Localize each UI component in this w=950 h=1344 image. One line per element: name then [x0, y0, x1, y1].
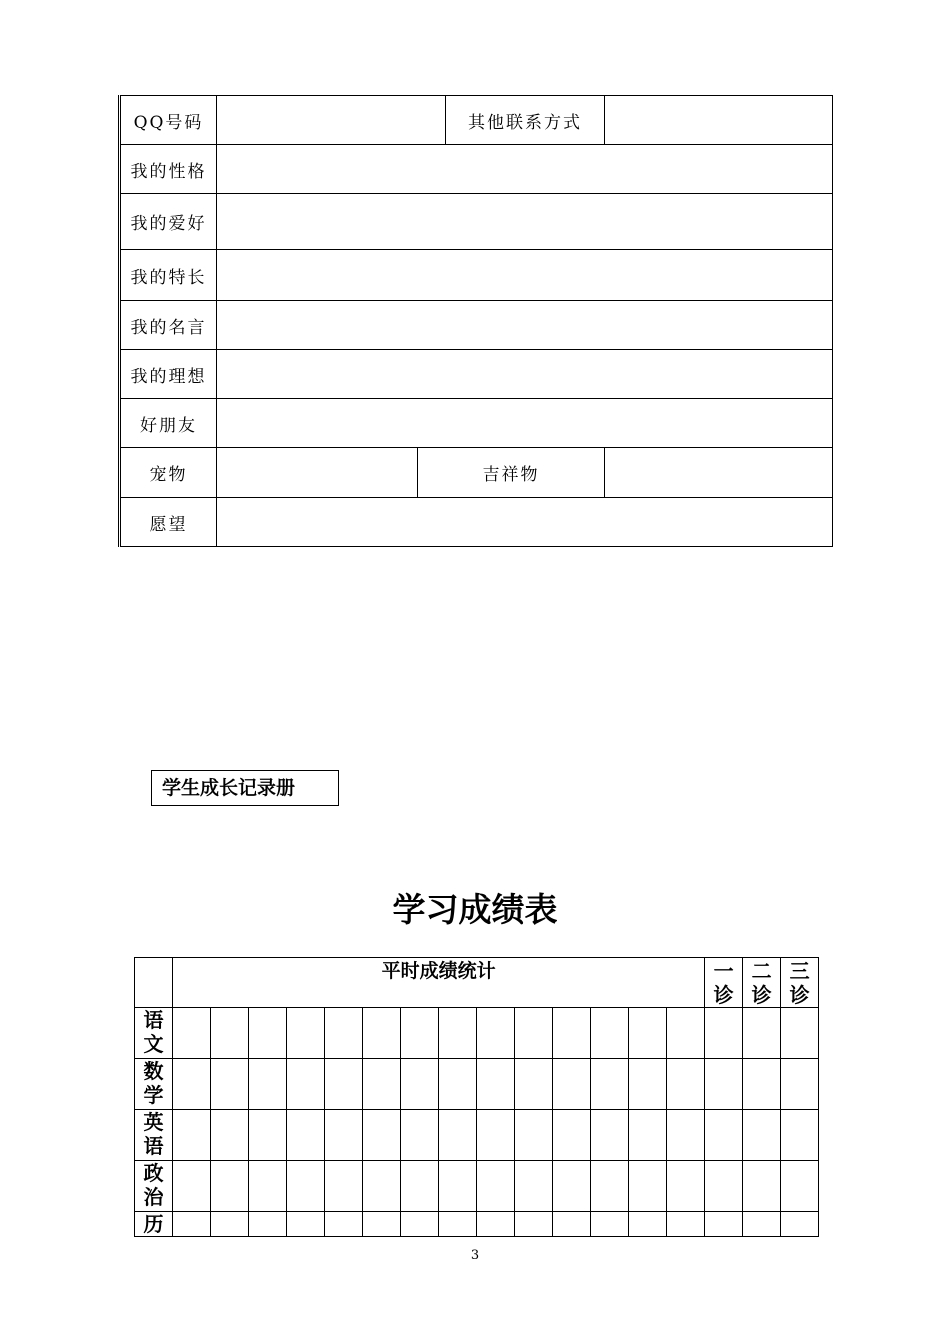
table-row: [135, 1059, 819, 1110]
table-row: [135, 1212, 819, 1237]
grade-cell[interactable]: [477, 1008, 515, 1059]
grade-cell[interactable]: [173, 1059, 211, 1110]
grade-cell[interactable]: [211, 1212, 249, 1237]
corner-cell: [135, 958, 173, 1008]
hobby-label: 我的爱好: [120, 194, 217, 250]
profile-table: [118, 95, 833, 547]
subject-char: 文: [143, 1032, 164, 1056]
grade-cell[interactable]: [629, 1161, 667, 1212]
grade-cell[interactable]: [325, 1110, 363, 1161]
grades-title: 学习成绩表: [392, 890, 558, 929]
grade-cell[interactable]: [287, 1008, 325, 1059]
subject-label: [135, 1008, 173, 1059]
subject-label: [135, 1212, 173, 1237]
grade-cell[interactable]: [705, 1008, 743, 1059]
friend-field[interactable]: [217, 399, 833, 448]
grade-cell[interactable]: [325, 1059, 363, 1110]
grade-cell[interactable]: [325, 1008, 363, 1059]
subject-char: 政: [143, 1161, 164, 1185]
grade-cell[interactable]: [249, 1008, 287, 1059]
grade-cell[interactable]: [363, 1212, 401, 1237]
grade-cell[interactable]: [667, 1161, 705, 1212]
grade-cell[interactable]: [705, 1161, 743, 1212]
grade-cell[interactable]: [477, 1059, 515, 1110]
wish-field[interactable]: [217, 498, 833, 547]
grade-cell[interactable]: [515, 1161, 553, 1212]
grade-cell[interactable]: [249, 1161, 287, 1212]
grade-cell[interactable]: [249, 1110, 287, 1161]
grade-cell[interactable]: [439, 1110, 477, 1161]
grade-cell[interactable]: [553, 1161, 591, 1212]
grade-cell[interactable]: [173, 1161, 211, 1212]
motto-field[interactable]: [217, 301, 833, 350]
grade-cell[interactable]: [173, 1008, 211, 1059]
grade-cell[interactable]: [629, 1212, 667, 1237]
exam-header-char: 一: [713, 959, 734, 983]
grade-cell[interactable]: [287, 1110, 325, 1161]
grade-cell[interactable]: [743, 1110, 781, 1161]
grade-cell[interactable]: [781, 1110, 819, 1161]
subject-label: [135, 1059, 173, 1110]
grade-cell[interactable]: [287, 1059, 325, 1110]
other-contact-label: 其他联系方式: [446, 96, 605, 145]
grade-cell[interactable]: [173, 1110, 211, 1161]
exam-header-1: [705, 958, 743, 1008]
table-row: [135, 1161, 819, 1212]
grade-cell[interactable]: [477, 1212, 515, 1237]
grade-cell[interactable]: [249, 1059, 287, 1110]
section-header: 平时成绩统计: [173, 958, 705, 1008]
grade-cell[interactable]: [439, 1059, 477, 1110]
grade-cell[interactable]: [211, 1008, 249, 1059]
table-row: [135, 1008, 819, 1059]
grade-cell[interactable]: [553, 1110, 591, 1161]
grade-cell[interactable]: [743, 1161, 781, 1212]
subject-char: 数: [143, 1059, 164, 1083]
grade-cell[interactable]: [705, 1110, 743, 1161]
grade-cell[interactable]: [439, 1008, 477, 1059]
grade-cell[interactable]: [515, 1110, 553, 1161]
exam-header-char: 诊: [751, 983, 772, 1007]
grade-cell[interactable]: [363, 1059, 401, 1110]
grade-cell[interactable]: [515, 1212, 553, 1237]
grade-cell[interactable]: [363, 1008, 401, 1059]
grade-cell[interactable]: [591, 1212, 629, 1237]
grade-cell[interactable]: [667, 1212, 705, 1237]
grade-cell[interactable]: [743, 1008, 781, 1059]
grade-cell[interactable]: [249, 1212, 287, 1237]
pet-field[interactable]: [217, 448, 418, 498]
subject-char: 学: [143, 1083, 164, 1107]
grade-cell[interactable]: [591, 1059, 629, 1110]
mascot-label: 吉祥物: [418, 448, 605, 498]
grade-cell[interactable]: [325, 1212, 363, 1237]
grade-cell[interactable]: [629, 1110, 667, 1161]
friend-label: 好朋友: [120, 399, 217, 448]
exam-header-char: 诊: [713, 983, 734, 1007]
grade-cell[interactable]: [401, 1161, 439, 1212]
subject-char: 英: [143, 1110, 164, 1134]
grade-cell[interactable]: [401, 1212, 439, 1237]
grade-cell[interactable]: [515, 1059, 553, 1110]
grade-cell[interactable]: [781, 1212, 819, 1237]
qq-field[interactable]: [217, 96, 446, 145]
grade-cell[interactable]: [325, 1161, 363, 1212]
exam-header-char: 三: [789, 959, 810, 983]
personality-field[interactable]: [217, 145, 833, 194]
grade-cell[interactable]: [667, 1059, 705, 1110]
grade-cell[interactable]: [363, 1161, 401, 1212]
grade-cell[interactable]: [591, 1110, 629, 1161]
personality-label: 我的性格: [120, 145, 217, 194]
mascot-field[interactable]: [605, 448, 833, 498]
exam-header-3: [781, 958, 819, 1008]
grade-cell[interactable]: [781, 1059, 819, 1110]
grade-cell[interactable]: [591, 1008, 629, 1059]
subject-char: 历: [143, 1212, 164, 1236]
grade-cell[interactable]: [287, 1161, 325, 1212]
grade-cell[interactable]: [781, 1161, 819, 1212]
grade-cell[interactable]: [629, 1059, 667, 1110]
grade-cell[interactable]: [743, 1212, 781, 1237]
other-contact-field[interactable]: [605, 96, 833, 145]
wish-label: 愿望: [120, 498, 217, 547]
grade-cell[interactable]: [781, 1008, 819, 1059]
exam-header-char: 诊: [789, 983, 810, 1007]
subject-char: 治: [143, 1185, 164, 1209]
grade-cell[interactable]: [401, 1059, 439, 1110]
grade-cell[interactable]: [705, 1212, 743, 1237]
grade-cell[interactable]: [173, 1212, 211, 1237]
subject-label: [135, 1161, 173, 1212]
grade-cell[interactable]: [705, 1059, 743, 1110]
grade-cell[interactable]: [211, 1161, 249, 1212]
exam-header-2: [743, 958, 781, 1008]
subject-label: [135, 1110, 173, 1161]
grade-cell[interactable]: [629, 1008, 667, 1059]
exam-header-char: 二: [751, 959, 772, 983]
grade-cell[interactable]: [553, 1008, 591, 1059]
table-row: [135, 1110, 819, 1161]
booklet-label: 学生成长记录册: [151, 770, 339, 806]
grade-cell[interactable]: [211, 1110, 249, 1161]
grade-cell[interactable]: [401, 1110, 439, 1161]
grade-cell[interactable]: [439, 1161, 477, 1212]
grade-cell[interactable]: [439, 1212, 477, 1237]
grade-cell[interactable]: [553, 1059, 591, 1110]
ideal-label: 我的理想: [120, 350, 217, 399]
motto-label: 我的名言: [120, 301, 217, 350]
ideal-field[interactable]: [217, 350, 833, 399]
grade-cell[interactable]: [477, 1110, 515, 1161]
grade-cell[interactable]: [667, 1110, 705, 1161]
grade-cell[interactable]: [515, 1008, 553, 1059]
grade-cell[interactable]: [211, 1059, 249, 1110]
subject-char: 语: [143, 1008, 164, 1032]
specialty-label: 我的特长: [120, 250, 217, 301]
subject-char: 语: [143, 1134, 164, 1158]
grade-cell[interactable]: [287, 1212, 325, 1237]
hobby-field[interactable]: [217, 194, 833, 250]
grade-cell[interactable]: [743, 1059, 781, 1110]
grade-cell[interactable]: [477, 1161, 515, 1212]
page-number: 3: [470, 1248, 480, 1263]
qq-label: QQ号码: [120, 96, 217, 145]
grade-cell[interactable]: [667, 1008, 705, 1059]
specialty-field[interactable]: [217, 250, 833, 301]
grade-cell[interactable]: [401, 1008, 439, 1059]
grade-cell[interactable]: [553, 1212, 591, 1237]
grade-cell[interactable]: [591, 1161, 629, 1212]
pet-label: 宠物: [120, 448, 217, 498]
grade-cell[interactable]: [363, 1110, 401, 1161]
grades-table: [134, 957, 819, 1237]
